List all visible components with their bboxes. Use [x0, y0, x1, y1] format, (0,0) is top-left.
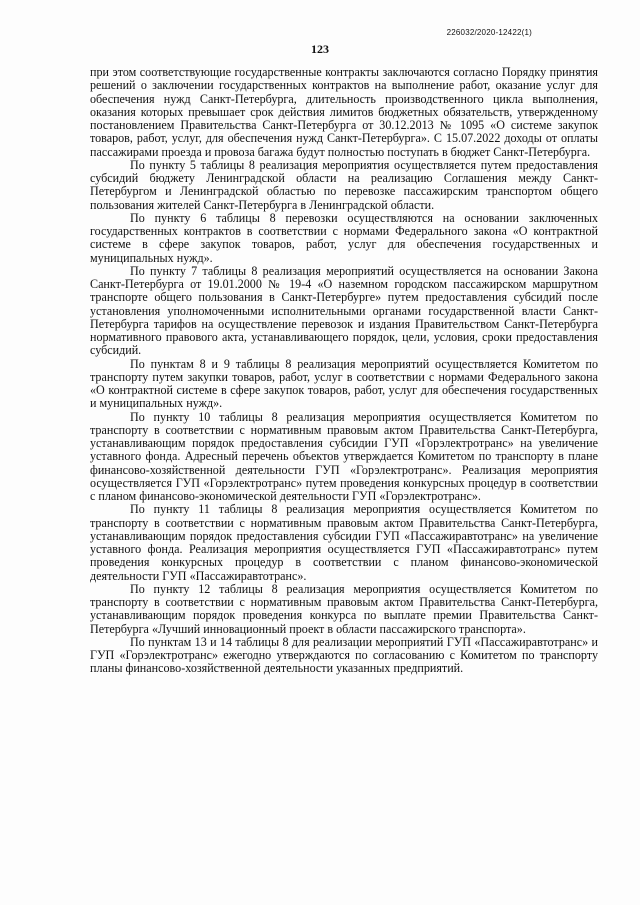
paragraph-item-10: По пункту 10 таблицы 8 реализация мероприятия осуществляется Комитетом по транспорту в соответствии с нормативным правовым актом Правительства Санкт-Петербурга, устанавливающим порядок предоставления субсидии ГУП «Горэлектротранс» на увеличение уставного фонда. Адресный перечень объектов утверждается Комитетом по транспорту в плане финансово-хозяйственной деятельности ГУП «Горэлектротранс». Реализация мероприятия осуществляется ГУП «Горэлектротранс» путем проведения конкурсных процедур в соответствии с планом финансово-экономической деятельности ГУП «Горэлектротранс». [90, 409, 598, 503]
paragraph-items-13-14: По пунктам 13 и 14 таблицы 8 для реализации мероприятий ГУП «Пассажиравтотранс» и ГУП «Горэлектротранс» ежегодно утверждаются по согласованию с Комитетом по транспорту планы финансово-хозяйственной деятельности указанных предприятий. [90, 634, 598, 676]
paragraph-item-7: По пункту 7 таблицы 8 реализация мероприятий осуществляется на основании Закона Санкт-Петербурга от 19.01.2000 № 19-4 «О наземном городском пассажирском маршрутном транспорте общего пользования в Санкт-Петербурге» путем предоставления субсидий после установления уполномоченными исполнительными органами государственной власти Санкт-Петербурга тарифов на осуществление перевозок и издания Правительством Санкт-Петербурга нормативного правового акта, устанавливающего порядок, цели, условия, сроки предоставления субсидий. [90, 263, 598, 358]
paragraph-item-11: По пункту 11 таблицы 8 реализация мероприятия осуществляется Комитетом по транспорту в соответствии с нормативным правовым актом Правительства Санкт-Петербурга, устанавливающим порядок предоставления субсидии ГУП «Пассажиравтотранс» на увеличение уставного фонда. Реализация мероприятия осуществляется ГУП «Пассажиравтотранс» путем проведения конкурсных процедур в соответствии с планом финансово-экономической деятельности ГУП «Пассажиравтотранс». [90, 502, 598, 583]
paragraph-item-5: По пункту 5 таблицы 8 реализация мероприятия осуществляется путем предоставления субсидий бюджету Ленинградской области на реализацию Соглашения между Санкт-Петербургом и Ленинградской областью по перевозке пассажирским транспортом общего пользования жителей Санкт-Петербурга в Ленинградской области. [90, 157, 598, 212]
document-id: 226032/2020-12422(1) [446, 28, 532, 37]
document-body [90, 66, 598, 676]
paragraph-item-12: По пункту 12 таблицы 8 реализация мероприятия осуществляется Комитетом по транспорту в соответствии с нормативным правовым актом Правительства Санкт-Петербурга, устанавливающим порядок проведения конкурса по выплате премии Правительства Санкт-Петербурга «Лучший инновационный проект в области пассажирского транспорта». [90, 581, 598, 636]
paragraph-items-8-9: По пунктам 8 и 9 таблицы 8 реализация мероприятий осуществляется Комитетом по транспорту путем закупки товаров, работ, услуг в соответствии с нормами Федерального закона «О контрактной системе в сфере закупок товаров, работ, услуг для обеспечения государственных и муниципальных нужд». [90, 356, 598, 411]
paragraph-continuation: при этом соответствующие государственные контракты заключаются согласно Порядку принятия решений о заключении государственных контрактов на выполнение работ, оказание услуг для обеспечения нужд Санкт-Петербурга, длительность производственного цикла выполнения, оказания которых превышает срок действия лимитов бюджетных обязательств, утвержденному постановлением Правительства Санкт-Петербурга от 30.12.2013 № 1095 «О системе закупок товаров, работ, услуг, для обеспечения нужд Санкт-Петербурга». С 15.07.2022 доходы от оплаты пассажирами проезда и провоза багажа будут полностью поступать в бюджет Санкт-Петербурга. [90, 65, 598, 159]
paragraph-item-6: По пункту 6 таблицы 8 перевозки осуществляются на основании заключенных государственных контрактов в соответствии с нормами Федерального закона «О контрактной системе в сфере закупок товаров, работ, услуг для обеспечения государственных и муниципальных нужд». [90, 210, 598, 265]
page-number: 123 [311, 42, 329, 56]
